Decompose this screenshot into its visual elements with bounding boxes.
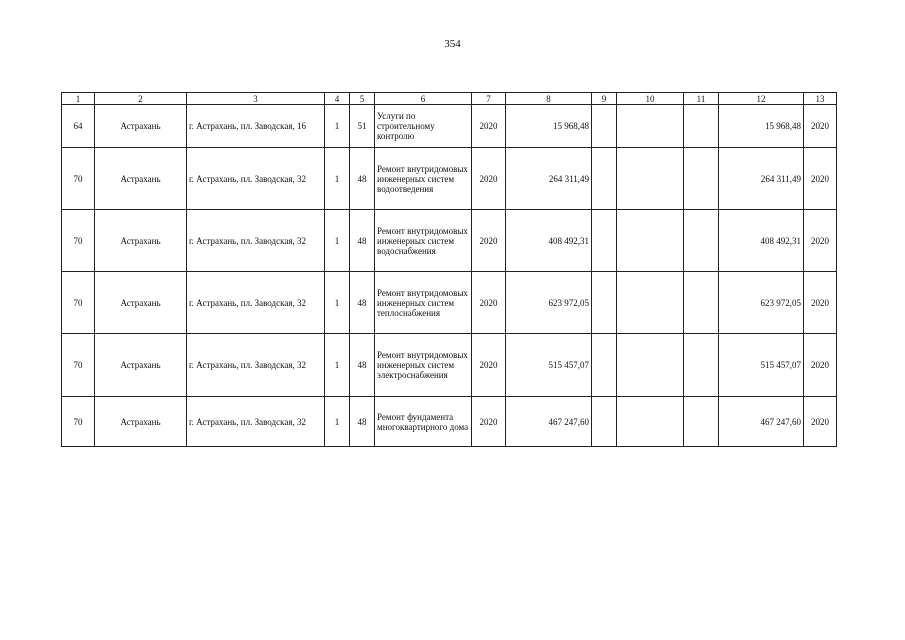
- table-cell: 15 968,48: [506, 105, 592, 148]
- table-cell: г. Астрахань, пл. Заводская, 32: [187, 334, 325, 397]
- table-row: [62, 148, 837, 210]
- table-cell: 70: [62, 334, 95, 397]
- table-cell: Астрахань: [95, 148, 187, 210]
- table-cell: Астрахань: [95, 210, 187, 272]
- table-cell: Ремонт фундамента многоквартирного дома: [375, 397, 472, 447]
- table-cell: 2020: [472, 272, 506, 334]
- table-cell: 51: [350, 105, 375, 148]
- table-cell: [684, 272, 719, 334]
- table-cell: Астрахань: [95, 272, 187, 334]
- table-row: [62, 272, 837, 334]
- table-cell: г. Астрахань, пл. Заводская, 16: [187, 105, 325, 148]
- page-number: 354: [444, 38, 461, 50]
- header-cell: 5: [350, 93, 375, 105]
- table-cell: 2020: [804, 210, 837, 272]
- table-row: [62, 334, 837, 397]
- table-cell: [684, 148, 719, 210]
- table-cell: [617, 148, 684, 210]
- table-cell: [684, 334, 719, 397]
- table-cell: 2020: [472, 148, 506, 210]
- table-cell: 264 311,49: [719, 148, 804, 210]
- header-cell: 4: [325, 93, 350, 105]
- header-cell: 10: [617, 93, 684, 105]
- table-cell: г. Астрахань, пл. Заводская, 32: [187, 272, 325, 334]
- table-cell: Ремонт внутридомовых инженерных систем теплоснабжения: [375, 272, 472, 334]
- table-cell: 408 492,31: [506, 210, 592, 272]
- table-cell: 1: [325, 272, 350, 334]
- table-cell: 1: [325, 105, 350, 148]
- table-cell: 70: [62, 272, 95, 334]
- table-cell: 48: [350, 397, 375, 447]
- table-row: [62, 105, 837, 148]
- header-cell: 11: [684, 93, 719, 105]
- table-cell: 48: [350, 334, 375, 397]
- table-cell: Астрахань: [95, 397, 187, 447]
- table-cell: [617, 105, 684, 148]
- table-cell: [592, 397, 617, 447]
- table-cell: 48: [350, 210, 375, 272]
- table-cell: 264 311,49: [506, 148, 592, 210]
- table-cell: [617, 272, 684, 334]
- table-cell: 2020: [472, 210, 506, 272]
- table-cell: 1: [325, 334, 350, 397]
- table-cell: г. Астрахань, пл. Заводская, 32: [187, 210, 325, 272]
- table-cell: г. Астрахань, пл. Заводская, 32: [187, 148, 325, 210]
- table-cell: 467 247,60: [719, 397, 804, 447]
- table-cell: 70: [62, 148, 95, 210]
- table-header-row: [62, 93, 837, 105]
- header-cell: 13: [804, 93, 837, 105]
- table-cell: [617, 210, 684, 272]
- header-cell: 2: [95, 93, 187, 105]
- table-cell: [592, 148, 617, 210]
- table-cell: 623 972,05: [719, 272, 804, 334]
- table-cell: 1: [325, 397, 350, 447]
- table-cell: 2020: [804, 272, 837, 334]
- table-cell: 2020: [804, 148, 837, 210]
- header-cell: 3: [187, 93, 325, 105]
- header-cell: 6: [375, 93, 472, 105]
- table-cell: 515 457,07: [506, 334, 592, 397]
- table-cell: Астрахань: [95, 105, 187, 148]
- table-cell: [684, 105, 719, 148]
- table-cell: 48: [350, 148, 375, 210]
- header-cell: 12: [719, 93, 804, 105]
- table-cell: Ремонт внутридомовых инженерных систем водоотведения: [375, 148, 472, 210]
- table-cell: [617, 334, 684, 397]
- table-cell: [592, 334, 617, 397]
- table-cell: 2020: [804, 105, 837, 148]
- table-cell: Ремонт внутридомовых инженерных систем электроснабжения: [375, 334, 472, 397]
- table-cell: 1: [325, 210, 350, 272]
- table-cell: 408 492,31: [719, 210, 804, 272]
- table-cell: [592, 105, 617, 148]
- table-cell: 70: [62, 397, 95, 447]
- table-cell: 70: [62, 210, 95, 272]
- table-cell: 2020: [804, 334, 837, 397]
- header-cell: 8: [506, 93, 592, 105]
- table-row: [62, 210, 837, 272]
- table-cell: 15 968,48: [719, 105, 804, 148]
- table-cell: Астрахань: [95, 334, 187, 397]
- table-cell: 2020: [472, 334, 506, 397]
- table-cell: 2020: [804, 397, 837, 447]
- header-cell: 1: [62, 93, 95, 105]
- table-cell: 515 457,07: [719, 334, 804, 397]
- table-row: [62, 397, 837, 447]
- table-cell: [592, 210, 617, 272]
- table-cell: 1: [325, 148, 350, 210]
- table-cell: [592, 272, 617, 334]
- table-cell: 2020: [472, 397, 506, 447]
- header-cell: 9: [592, 93, 617, 105]
- header-cell: 7: [472, 93, 506, 105]
- table-cell: [684, 397, 719, 447]
- table-cell: Услуги по строительному контролю: [375, 105, 472, 148]
- table-cell: 48: [350, 272, 375, 334]
- table-cell: 2020: [472, 105, 506, 148]
- table-cell: 64: [62, 105, 95, 148]
- table-cell: 467 247,60: [506, 397, 592, 447]
- table-cell: Ремонт внутридомовых инженерных систем водоснабжения: [375, 210, 472, 272]
- table-cell: 623 972,05: [506, 272, 592, 334]
- table-cell: [617, 397, 684, 447]
- data-table: [61, 92, 837, 447]
- table-cell: [684, 210, 719, 272]
- table-cell: г. Астрахань, пл. Заводская, 32: [187, 397, 325, 447]
